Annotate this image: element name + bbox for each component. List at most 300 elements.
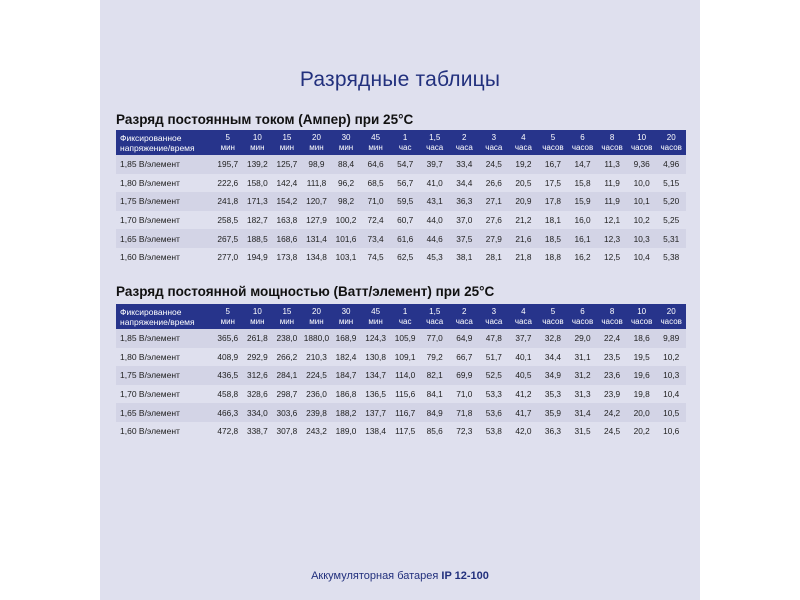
column-header bbox=[420, 304, 450, 329]
table-row bbox=[116, 348, 686, 367]
column-unit: мин bbox=[250, 142, 265, 152]
table-cell: 4,96 bbox=[656, 155, 686, 174]
column-unit: мин bbox=[338, 142, 354, 152]
table-cell: 10,3 bbox=[627, 229, 657, 248]
table-cell: 154,2 bbox=[272, 192, 302, 211]
table-header-row bbox=[116, 304, 686, 329]
table-cell: 186,8 bbox=[331, 385, 361, 404]
table-cell: 472,8 bbox=[213, 422, 243, 441]
table-cell: 5,20 bbox=[656, 192, 686, 211]
table-cell: 62,5 bbox=[390, 248, 420, 267]
table-cell: 188,5 bbox=[243, 229, 273, 248]
column-unit: часа bbox=[426, 316, 444, 326]
table-cell: 53,3 bbox=[479, 385, 509, 404]
table-cell: 74,5 bbox=[361, 248, 391, 267]
column-unit: часов bbox=[542, 142, 564, 152]
row-label: 1,85 В/элемент bbox=[116, 155, 213, 174]
table-cell: 120,7 bbox=[302, 192, 332, 211]
table-cell: 40,1 bbox=[509, 348, 539, 367]
table-cell: 12,1 bbox=[597, 211, 627, 230]
table-cell: 45,3 bbox=[420, 248, 450, 267]
column-header bbox=[420, 130, 450, 155]
table-cell: 71,8 bbox=[450, 403, 480, 422]
column-header bbox=[302, 130, 332, 155]
header-first-line: напряжение/время bbox=[120, 316, 195, 327]
table-cell: 44,6 bbox=[420, 229, 450, 248]
header-fixed-voltage-time bbox=[116, 130, 213, 155]
table-cell: 18,5 bbox=[538, 229, 568, 248]
table-cell: 194,9 bbox=[243, 248, 273, 267]
column-header bbox=[656, 130, 686, 155]
table-cell: 18,6 bbox=[627, 329, 657, 348]
column-value: 10 bbox=[637, 132, 647, 142]
table-cell: 292,9 bbox=[243, 348, 273, 367]
column-value: 1,5 bbox=[429, 306, 441, 316]
table-cell: 20,5 bbox=[509, 174, 539, 193]
table-cell: 15,9 bbox=[568, 192, 598, 211]
column-header bbox=[450, 130, 480, 155]
column-value: 5 bbox=[225, 132, 230, 142]
table-cell: 303,6 bbox=[272, 403, 302, 422]
table-cell: 69,9 bbox=[450, 366, 480, 385]
table-row bbox=[116, 174, 686, 193]
column-header bbox=[243, 304, 273, 329]
table-cell: 35,9 bbox=[538, 403, 568, 422]
column-unit: часа bbox=[455, 142, 473, 152]
table-cell: 12,5 bbox=[597, 248, 627, 267]
table-row bbox=[116, 403, 686, 422]
table-cell: 224,5 bbox=[302, 366, 332, 385]
table-cell: 261,8 bbox=[243, 329, 273, 348]
table-row bbox=[116, 329, 686, 348]
table-cell: 238,0 bbox=[272, 329, 302, 348]
table-cell: 28,1 bbox=[479, 248, 509, 267]
column-header bbox=[390, 130, 420, 155]
column-unit: часов bbox=[601, 142, 623, 152]
table-cell: 73,4 bbox=[361, 229, 391, 248]
table-cell: 137,7 bbox=[361, 403, 391, 422]
table-cell: 19,8 bbox=[627, 385, 657, 404]
column-value: 1 bbox=[402, 306, 408, 316]
table-cell: 458,8 bbox=[213, 385, 243, 404]
table-cell: 11,9 bbox=[597, 174, 627, 193]
table-cell: 116,7 bbox=[390, 403, 420, 422]
table-cell: 18,8 bbox=[538, 248, 568, 267]
row-label: 1,60 В/элемент bbox=[116, 248, 213, 267]
table-cell: 5,31 bbox=[656, 229, 686, 248]
table-cell: 16,0 bbox=[568, 211, 598, 230]
column-value: 45 bbox=[371, 132, 381, 142]
column-unit: часа bbox=[426, 142, 444, 152]
table-cell: 71,0 bbox=[450, 385, 480, 404]
column-unit: мин bbox=[250, 316, 265, 326]
table-cell: 173,8 bbox=[272, 248, 302, 267]
table-cell: 61,6 bbox=[390, 229, 420, 248]
table-cell: 53,6 bbox=[479, 403, 509, 422]
table-cell: 139,2 bbox=[243, 155, 273, 174]
column-value: 2 bbox=[462, 306, 467, 316]
table-cell: 68,5 bbox=[361, 174, 391, 193]
table-cell: 64,6 bbox=[361, 155, 391, 174]
table-cell: 10,5 bbox=[656, 403, 686, 422]
table-cell: 72,4 bbox=[361, 211, 391, 230]
table-cell: 77,0 bbox=[420, 329, 450, 348]
column-unit: часа bbox=[514, 142, 532, 152]
column-value: 6 bbox=[580, 306, 585, 316]
table-header-row bbox=[116, 130, 686, 155]
table-cell: 114,0 bbox=[390, 366, 420, 385]
table-cell: 5,25 bbox=[656, 211, 686, 230]
column-value: 4 bbox=[521, 132, 526, 142]
table-cell: 124,3 bbox=[361, 329, 391, 348]
table-cell: 266,2 bbox=[272, 348, 302, 367]
column-value: 3 bbox=[491, 132, 497, 142]
table-cell: 24,2 bbox=[597, 403, 627, 422]
table-cell: 82,1 bbox=[420, 366, 450, 385]
column-header bbox=[538, 304, 568, 329]
column-value: 30 bbox=[341, 132, 351, 142]
table-cell: 98,2 bbox=[331, 192, 361, 211]
column-unit: час bbox=[398, 142, 412, 152]
column-value: 10 bbox=[637, 306, 647, 316]
table-cell: 5,38 bbox=[656, 248, 686, 267]
table-cell: 39,7 bbox=[420, 155, 450, 174]
table-cell: 127,9 bbox=[302, 211, 332, 230]
table-cell: 27,9 bbox=[479, 229, 509, 248]
table-cell: 23,6 bbox=[597, 366, 627, 385]
column-value: 1 bbox=[402, 132, 408, 142]
table-cell: 10,2 bbox=[627, 211, 657, 230]
column-header bbox=[361, 130, 391, 155]
table-cell: 189,0 bbox=[331, 422, 361, 441]
table-cell: 267,5 bbox=[213, 229, 243, 248]
table-cell: 15,8 bbox=[568, 174, 598, 193]
table-cell: 17,8 bbox=[538, 192, 568, 211]
table-cell: 36,3 bbox=[538, 422, 568, 441]
table-cell: 10,3 bbox=[656, 366, 686, 385]
column-value: 20 bbox=[666, 132, 676, 142]
table-cell: 66,7 bbox=[450, 348, 480, 367]
column-unit: часов bbox=[601, 316, 623, 326]
table-cell: 9,89 bbox=[656, 329, 686, 348]
column-unit: мин bbox=[309, 316, 324, 326]
table-cell: 88,4 bbox=[331, 155, 361, 174]
table-cell: 98,9 bbox=[302, 155, 332, 174]
table-cell: 115,6 bbox=[390, 385, 420, 404]
table-cell: 111,8 bbox=[302, 174, 332, 193]
table-cell: 109,1 bbox=[390, 348, 420, 367]
column-unit: мин bbox=[279, 142, 295, 152]
table-cell: 10,4 bbox=[627, 248, 657, 267]
table-row bbox=[116, 248, 686, 267]
column-unit: часов bbox=[571, 316, 594, 326]
column-header bbox=[213, 304, 243, 329]
column-value: 2 bbox=[462, 132, 467, 142]
column-unit: час bbox=[398, 316, 412, 326]
column-value: 8 bbox=[609, 306, 615, 316]
table-cell: 53,8 bbox=[479, 422, 509, 441]
row-label: 1,65 В/элемент bbox=[116, 403, 213, 422]
column-header bbox=[568, 130, 598, 155]
header-first-line: Фиксированное bbox=[120, 132, 182, 143]
table-cell: 131,4 bbox=[302, 229, 332, 248]
table-cell: 72,3 bbox=[450, 422, 480, 441]
table-cell: 334,0 bbox=[243, 403, 273, 422]
column-unit: часа bbox=[514, 316, 532, 326]
column-header bbox=[627, 130, 657, 155]
table-cell: 37,5 bbox=[450, 229, 480, 248]
column-header bbox=[479, 130, 509, 155]
footer-prefix: Аккумуляторная батарея bbox=[311, 570, 442, 582]
column-header bbox=[479, 304, 509, 329]
table-cell: 59,5 bbox=[390, 192, 420, 211]
table-cell: 23,5 bbox=[597, 348, 627, 367]
table-cell: 158,0 bbox=[243, 174, 273, 193]
table-cell: 31,3 bbox=[568, 385, 598, 404]
row-label: 1,65 В/элемент bbox=[116, 229, 213, 248]
table-cell: 21,6 bbox=[509, 229, 539, 248]
table-cell: 19,2 bbox=[509, 155, 539, 174]
column-value: 10 bbox=[252, 306, 262, 316]
page-title: Разрядные таблицы bbox=[299, 68, 501, 91]
table-cell: 125,7 bbox=[272, 155, 302, 174]
table-cell: 100,2 bbox=[331, 211, 361, 230]
column-value: 4 bbox=[521, 306, 526, 316]
table-cell: 328,6 bbox=[243, 385, 273, 404]
table-cell: 134,7 bbox=[361, 366, 391, 385]
table-cell: 44,0 bbox=[420, 211, 450, 230]
table-cell: 9,36 bbox=[627, 155, 657, 174]
table-cell: 5,15 bbox=[656, 174, 686, 193]
column-unit: мин bbox=[368, 316, 383, 326]
table-cell: 24,5 bbox=[479, 155, 509, 174]
table-cell: 21,2 bbox=[509, 211, 539, 230]
column-value: 10 bbox=[252, 132, 262, 142]
table-cell: 298,7 bbox=[272, 385, 302, 404]
column-value: 15 bbox=[282, 132, 292, 142]
table-cell: 365,6 bbox=[213, 329, 243, 348]
column-unit: мин bbox=[220, 142, 235, 152]
column-header bbox=[627, 304, 657, 329]
table-cell: 41,2 bbox=[509, 385, 539, 404]
column-header bbox=[509, 130, 539, 155]
table-row bbox=[116, 422, 686, 441]
column-unit: мин bbox=[279, 316, 295, 326]
column-header bbox=[243, 130, 273, 155]
table-cell: 64,9 bbox=[450, 329, 480, 348]
table-cell: 188,2 bbox=[331, 403, 361, 422]
column-header bbox=[331, 304, 361, 329]
table-cell: 101,6 bbox=[331, 229, 361, 248]
table-cell: 11,9 bbox=[597, 192, 627, 211]
column-unit: часа bbox=[455, 316, 473, 326]
table-cell: 52,5 bbox=[479, 366, 509, 385]
table-cell: 117,5 bbox=[390, 422, 420, 441]
table-cell: 168,6 bbox=[272, 229, 302, 248]
table-cell: 21,8 bbox=[509, 248, 539, 267]
column-header bbox=[538, 130, 568, 155]
header-fixed-voltage-time bbox=[116, 304, 213, 329]
table-cell: 16,7 bbox=[538, 155, 568, 174]
table-cell: 29,0 bbox=[568, 329, 598, 348]
column-header bbox=[450, 304, 480, 329]
table-cell: 42,0 bbox=[509, 422, 539, 441]
column-header bbox=[213, 130, 243, 155]
document-page bbox=[100, 0, 700, 600]
table-cell: 84,9 bbox=[420, 403, 450, 422]
table-cell: 284,1 bbox=[272, 366, 302, 385]
table-cell: 222,6 bbox=[213, 174, 243, 193]
table-cell: 14,7 bbox=[568, 155, 598, 174]
column-value: 5 bbox=[550, 132, 556, 142]
table-cell: 136,5 bbox=[361, 385, 391, 404]
column-unit: часов bbox=[542, 316, 564, 326]
column-header bbox=[272, 304, 302, 329]
table-cell: 138,4 bbox=[361, 422, 391, 441]
table-cell: 239,8 bbox=[302, 403, 332, 422]
table-cell: 236,0 bbox=[302, 385, 332, 404]
column-unit: часа bbox=[485, 142, 503, 152]
table-cell: 40,5 bbox=[509, 366, 539, 385]
column-unit: часов bbox=[660, 316, 682, 326]
table-cell: 23,9 bbox=[597, 385, 627, 404]
table-cell: 243,2 bbox=[302, 422, 332, 441]
row-label: 1,75 В/элемент bbox=[116, 192, 213, 211]
table-cell: 142,4 bbox=[272, 174, 302, 193]
table-title-current: Разряд постоянным током (Ампер) при 25°С bbox=[116, 112, 414, 127]
table-cell: 408,9 bbox=[213, 348, 243, 367]
table-cell: 17,5 bbox=[538, 174, 568, 193]
table-cell: 16,1 bbox=[568, 229, 598, 248]
current-discharge-table bbox=[116, 130, 686, 267]
column-value: 5 bbox=[550, 306, 556, 316]
column-header bbox=[568, 304, 598, 329]
column-header bbox=[272, 130, 302, 155]
column-value: 5 bbox=[225, 306, 230, 316]
column-value: 1,5 bbox=[429, 132, 441, 142]
table-row bbox=[116, 366, 686, 385]
table-row bbox=[116, 229, 686, 248]
column-header bbox=[597, 304, 627, 329]
table-cell: 31,1 bbox=[568, 348, 598, 367]
table-cell: 34,4 bbox=[538, 348, 568, 367]
column-value: 8 bbox=[609, 132, 615, 142]
column-unit: часов bbox=[660, 142, 682, 152]
table-cell: 31,4 bbox=[568, 403, 598, 422]
column-header bbox=[331, 130, 361, 155]
table-cell: 34,4 bbox=[450, 174, 480, 193]
column-header bbox=[656, 304, 686, 329]
table-cell: 37,0 bbox=[450, 211, 480, 230]
table-cell: 22,4 bbox=[597, 329, 627, 348]
table-cell: 35,3 bbox=[538, 385, 568, 404]
column-value: 20 bbox=[312, 306, 321, 316]
table-cell: 47,8 bbox=[479, 329, 509, 348]
table-cell: 277,0 bbox=[213, 248, 243, 267]
table-cell: 184,7 bbox=[331, 366, 361, 385]
column-unit: мин bbox=[338, 316, 354, 326]
table-cell: 32,8 bbox=[538, 329, 568, 348]
footer-model: IP 12-100 bbox=[441, 570, 489, 582]
column-unit: часов bbox=[630, 316, 653, 326]
table-cell: 182,4 bbox=[331, 348, 361, 367]
table-cell: 43,1 bbox=[420, 192, 450, 211]
table-cell: 19,6 bbox=[627, 366, 657, 385]
table-cell: 134,8 bbox=[302, 248, 332, 267]
column-header bbox=[361, 304, 391, 329]
table-cell: 18,1 bbox=[538, 211, 568, 230]
row-label: 1,80 В/элемент bbox=[116, 174, 213, 193]
table-cell: 85,6 bbox=[420, 422, 450, 441]
table-cell: 31,5 bbox=[568, 422, 598, 441]
table-cell: 103,1 bbox=[331, 248, 361, 267]
table-cell: 41,0 bbox=[420, 174, 450, 193]
table-cell: 10,0 bbox=[627, 174, 657, 193]
table-cell: 20,9 bbox=[509, 192, 539, 211]
table-cell: 307,8 bbox=[272, 422, 302, 441]
table-cell: 16,2 bbox=[568, 248, 598, 267]
table-cell: 27,6 bbox=[479, 211, 509, 230]
row-label: 1,80 В/элемент bbox=[116, 348, 213, 367]
column-unit: мин bbox=[368, 142, 383, 152]
table-row bbox=[116, 192, 686, 211]
table-cell: 10,2 bbox=[656, 348, 686, 367]
column-header bbox=[302, 304, 332, 329]
table-cell: 11,3 bbox=[597, 155, 627, 174]
table-cell: 34,9 bbox=[538, 366, 568, 385]
column-header bbox=[509, 304, 539, 329]
table-cell: 105,9 bbox=[390, 329, 420, 348]
column-header bbox=[597, 130, 627, 155]
table-cell: 182,7 bbox=[243, 211, 273, 230]
column-unit: мин bbox=[309, 142, 324, 152]
table-cell: 436,5 bbox=[213, 366, 243, 385]
table-cell: 20,2 bbox=[627, 422, 657, 441]
table-cell: 19,5 bbox=[627, 348, 657, 367]
table-cell: 24,5 bbox=[597, 422, 627, 441]
row-label: 1,75 В/элемент bbox=[116, 366, 213, 385]
table-cell: 27,1 bbox=[479, 192, 509, 211]
table-cell: 241,8 bbox=[213, 192, 243, 211]
table-cell: 79,2 bbox=[420, 348, 450, 367]
column-unit: часа bbox=[485, 316, 503, 326]
column-value: 30 bbox=[341, 306, 351, 316]
table-cell: 338,7 bbox=[243, 422, 273, 441]
table-cell: 41,7 bbox=[509, 403, 539, 422]
table-cell: 130,8 bbox=[361, 348, 391, 367]
table-cell: 36,3 bbox=[450, 192, 480, 211]
column-value: 20 bbox=[312, 132, 321, 142]
column-header bbox=[390, 304, 420, 329]
table-cell: 168,9 bbox=[331, 329, 361, 348]
column-value: 6 bbox=[580, 132, 585, 142]
table-cell: 26,6 bbox=[479, 174, 509, 193]
table-cell: 54,7 bbox=[390, 155, 420, 174]
column-value: 45 bbox=[371, 306, 381, 316]
table-cell: 38,1 bbox=[450, 248, 480, 267]
table-cell: 466,3 bbox=[213, 403, 243, 422]
footer-caption bbox=[100, 570, 700, 582]
table-cell: 163,8 bbox=[272, 211, 302, 230]
table-cell: 33,4 bbox=[450, 155, 480, 174]
table-row bbox=[116, 385, 686, 404]
column-value: 15 bbox=[282, 306, 292, 316]
column-unit: часов bbox=[571, 142, 594, 152]
table-cell: 37,7 bbox=[509, 329, 539, 348]
table-cell: 31,2 bbox=[568, 366, 598, 385]
header-first-line: Фиксированное bbox=[120, 306, 182, 317]
column-value: 20 bbox=[666, 306, 676, 316]
